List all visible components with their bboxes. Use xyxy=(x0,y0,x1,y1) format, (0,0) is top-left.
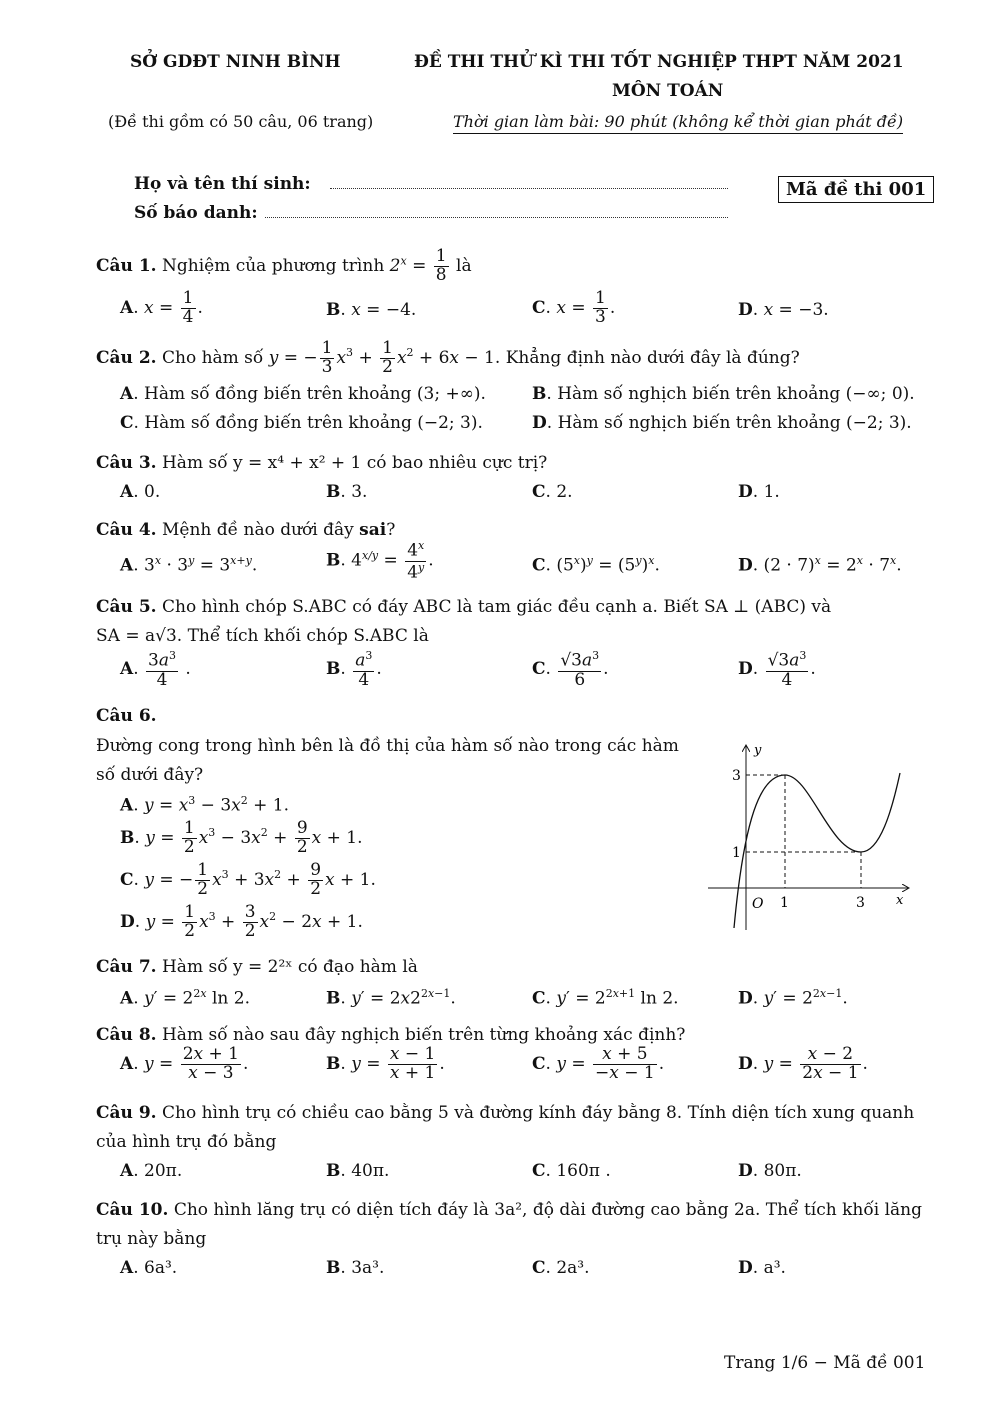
q5-option-a[interactable]: A. $\frac{3a^3}{4}$ . xyxy=(120,649,191,690)
q10-option-a[interactable]: A. 6a³. xyxy=(120,1258,178,1278)
question-6-text-2: số dưới đây? xyxy=(96,765,204,785)
q7-option-b[interactable]: B. $y' = 2x2^{2x-1}$. xyxy=(326,987,456,1009)
q3-option-b[interactable]: B. 3. xyxy=(326,482,368,502)
q4-option-c[interactable]: C. $(5^x)^y = (5^y)^x$. xyxy=(532,554,660,576)
q6-option-c[interactable]: C. y = − $\frac{1}{2}$ $x^3 + 3x^2$ + $\frac{9}{2}$ x + 1. xyxy=(120,860,376,899)
question-8 xyxy=(96,1025,685,1045)
q9-option-d[interactable]: D. 80π. xyxy=(738,1161,802,1181)
question-text: Mệnh đề nào dưới đây xyxy=(161,520,354,540)
q7-option-a[interactable]: A. $y' = 2^{2x}$ ln 2. xyxy=(120,987,250,1009)
x-tick-3: 3 xyxy=(856,895,865,911)
q3-option-d[interactable]: D. 1. xyxy=(738,482,780,502)
q10-option-b[interactable]: B. 3a³. xyxy=(326,1258,385,1278)
q4-option-a[interactable]: A. $3^x \cdot 3^y = 3^{x+y}$. xyxy=(120,554,258,576)
exam-title: ĐỀ THI THỬ KÌ THI TỐT NGHIỆP THPT NĂM 2021 xyxy=(414,52,904,72)
question-7 xyxy=(96,957,418,977)
q8-option-c[interactable]: C. y = $\frac{x + 5}{-x - 1}$ . xyxy=(532,1044,665,1083)
q1-option-a[interactable]: A. x = $\frac{1}{4}$ . xyxy=(120,288,203,327)
org-name: SỞ GDĐT NINH BÌNH xyxy=(130,52,341,72)
q3-option-a[interactable]: A. 0. xyxy=(120,482,161,502)
q5-option-b[interactable]: B. $\frac{a^3}{4}$ . xyxy=(326,649,382,690)
question-6-label: Câu 6. xyxy=(96,706,157,726)
question-text: Hàm số y = x⁴ + x² + 1 có bao nhiêu cực trị? xyxy=(161,453,548,473)
q4-option-d[interactable]: D. $(2 \cdot 7)^x = 2^x \cdot 7^x$. xyxy=(738,554,902,576)
q5-option-c[interactable]: C. $\frac{√3a^3}{6}$ . xyxy=(532,649,609,690)
question-label: Câu 5. xyxy=(96,597,157,617)
q5-option-d[interactable]: D. $\frac{√3a^3}{4}$ . xyxy=(738,649,816,690)
question-9 xyxy=(96,1103,914,1123)
subject: MÔN TOÁN xyxy=(612,81,724,101)
question-label: Câu 3. xyxy=(96,453,157,473)
x-tick-1: 1 xyxy=(780,895,789,911)
question-5 xyxy=(96,597,831,617)
question-text: Cho hàm số xyxy=(161,347,264,368)
q6-option-a[interactable]: A. $y = x^3 - 3x^2 + 1$. xyxy=(120,794,290,816)
question-3 xyxy=(96,453,547,473)
q2-option-c[interactable]: C. Hàm số đồng biến trên khoảng (−2; 3). xyxy=(120,413,483,433)
question-text: Cho hình trụ có chiều cao bằng 5 và đường kính đáy bằng 8. Tính diện tích xung quanh xyxy=(161,1103,915,1123)
exam-code: Mã đề thi 001 xyxy=(778,176,934,203)
q1-option-d[interactable]: D. x = −3. xyxy=(738,300,829,320)
question-text: Hàm số y = 2²ˣ có đạo hàm là xyxy=(161,957,418,977)
function-graph xyxy=(700,740,920,940)
id-label: Số báo danh: xyxy=(134,203,258,223)
origin-label: O xyxy=(752,896,764,912)
name-field[interactable] xyxy=(330,188,728,189)
question-label: Câu 2. xyxy=(96,347,157,368)
question-6-text: Đường cong trong hình bên là đồ thị của hàm số nào trong các hàm xyxy=(96,736,679,756)
q9-option-b[interactable]: B. 40π. xyxy=(326,1161,390,1181)
q10-option-d[interactable]: D. a³. xyxy=(738,1258,786,1278)
question-label: Câu 9. xyxy=(96,1103,157,1123)
question-text: Cho hình lăng trụ có diện tích đáy là 3a², độ dài đường cao bằng 2a. Thể tích khối lăng xyxy=(173,1200,922,1220)
q7-option-c[interactable]: C. $y' = 2^{2x+1}$ ln 2. xyxy=(532,987,679,1009)
question-5-line2: SA = a√3. Thể tích khối chóp S.ABC là xyxy=(96,626,429,646)
q10-option-c[interactable]: C. 2a³. xyxy=(532,1258,590,1278)
question-10-line2: trụ này bằng xyxy=(96,1229,207,1249)
question-10 xyxy=(96,1200,922,1220)
page-footer: Trang 1/6 − Mã đề 001 xyxy=(724,1353,926,1373)
y-tick-1: 1 xyxy=(732,845,741,861)
question-4: Câu 4. Mệnh đề nào dưới đây sai? xyxy=(96,520,396,540)
id-field[interactable] xyxy=(265,217,728,218)
question-9-line2: của hình trụ đó bằng xyxy=(96,1132,277,1152)
q1-option-b[interactable]: B. x = −4. xyxy=(326,300,417,320)
q8-option-b[interactable]: B. y = $\frac{x - 1}{x + 1}$ . xyxy=(326,1044,445,1083)
y-tick-3: 3 xyxy=(732,768,741,784)
question-tail: Khẳng định nào dưới đây là đúng? xyxy=(505,347,800,368)
question-label: Câu 1. xyxy=(96,255,157,276)
q1-option-c[interactable]: C. x = $\frac{1}{3}$ . xyxy=(532,288,616,327)
q8-option-a[interactable]: A. y = $\frac{2x + 1}{x - 3}$ . xyxy=(120,1044,249,1083)
time-note: Thời gian làm bài: 90 phút (không kể thời gian phát đề) xyxy=(453,112,903,134)
question-text: Nghiệm của phương trình xyxy=(161,255,385,276)
q3-option-c[interactable]: C. 2. xyxy=(532,482,573,502)
y-axis-label: y xyxy=(754,743,762,758)
q6-option-d[interactable]: D. y = $\frac{1}{2}$ $x^3$ + $\frac{3}{2}$ $x^2 - 2x + 1$. xyxy=(120,902,363,941)
q6-option-b[interactable]: B. y = $\frac{1}{2}$ $x^3 - 3x^2$ + $\frac{9}{2}$ x + 1. xyxy=(120,818,363,857)
q4-option-b[interactable]: B. $4^{x/y}$ = $\frac{4^x}{4^y}$ . xyxy=(326,539,434,583)
q2-option-b[interactable]: B. Hàm số nghịch biến trên khoảng (−∞; 0). xyxy=(532,384,915,404)
question-label: Câu 10. xyxy=(96,1200,169,1220)
q8-option-d[interactable]: D. y = $\frac{x - 2}{2x - 1}$ . xyxy=(738,1044,868,1083)
question-label: Câu 8. xyxy=(96,1025,157,1045)
emphasis-sai: sai xyxy=(359,520,387,540)
x-axis-label: x xyxy=(896,893,904,908)
question-label: Câu 4. xyxy=(96,520,157,540)
q7-option-d[interactable]: D. $y' = 2^{2x-1}$. xyxy=(738,987,848,1009)
q9-option-c[interactable]: C. 160π . xyxy=(532,1161,611,1181)
name-label: Họ và tên thí sinh: xyxy=(134,174,311,194)
q9-option-a[interactable]: A. 20π. xyxy=(120,1161,183,1181)
question-1: Câu 1. Nghiệm của phương trình $2^x$ = $\frac{1}{8}$ là xyxy=(96,246,472,285)
question-label: Câu 7. xyxy=(96,957,157,977)
question-2: Câu 2. Cho hàm số y = − $\frac{1}{3}$ $x^3$ + $\frac{1}{2}$ $x^2 + 6x - 1$. Khẳng định nào dưới đây là đúng? xyxy=(96,338,800,377)
question-text: Cho hình chóp S.ABC có đáy ABC là tam giác đều cạnh a. Biết SA ⊥ (ABC) và xyxy=(161,597,832,617)
q2-option-d[interactable]: D. Hàm số nghịch biến trên khoảng (−2; 3). xyxy=(532,413,912,433)
q2-option-a[interactable]: A. Hàm số đồng biến trên khoảng (3; +∞). xyxy=(120,384,486,404)
pages-note: (Đề thi gồm có 50 câu, 06 trang) xyxy=(108,112,374,131)
question-text: Hàm số nào sau đây nghịch biến trên từng khoảng xác định? xyxy=(161,1025,686,1045)
